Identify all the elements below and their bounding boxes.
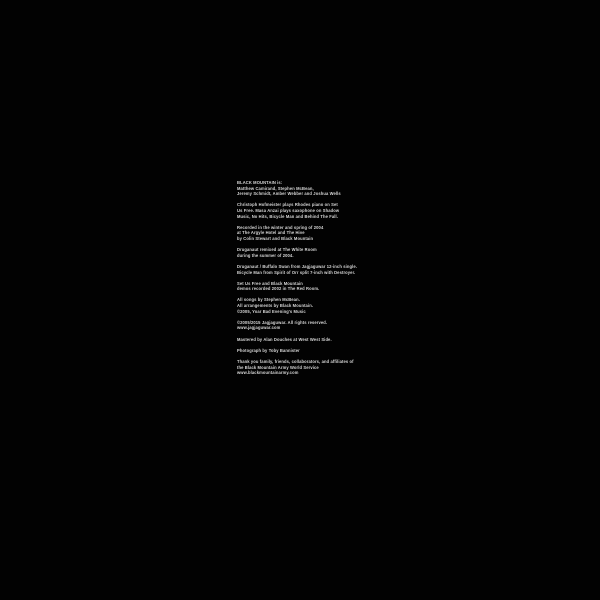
credits-block-photography-credit — [237, 348, 397, 354]
credits-line: ©2005/2015 Jagjaguwar. All rights reserved. — [237, 319, 328, 325]
credits-line: Music, No Hits, Bicycle Man and Behind The Fall. — [237, 213, 339, 219]
credits-block-songwriting-copyright — [237, 297, 397, 314]
credits-block-single-info — [237, 264, 397, 275]
credits-line: Bicycle Man from Spirit of Orr split 7-inch with Destroyer. — [237, 269, 356, 275]
credits-line: Christoph Hofmeister plays Rhodes piano on Set — [237, 202, 338, 208]
label-website-link[interactable]: www.jagjaguwar.com — [237, 325, 281, 331]
credits-line: Druganaut remixed at The White Room — [237, 247, 317, 253]
credits-line: Mastered by Alan Douches at West West Side. — [237, 336, 332, 342]
credits-line: at The Argyle Hotel and The Hive — [237, 230, 305, 236]
credits-line: the Black Mountain Army World Service — [237, 364, 319, 370]
credits-line: All songs by Stephen McBean. — [237, 297, 300, 303]
credits-line: Photograph by Toby Bannister — [237, 347, 300, 353]
credits-line: Set Us Free and Black Mountain — [237, 280, 303, 286]
credits-block-guest-musicians — [237, 202, 397, 219]
credits-block-thanks — [237, 359, 397, 376]
credits-line: Thank you family, friends, collaborators, and affiliates of — [237, 359, 354, 364]
credits-line: Recorded in the winter and spring of 2004 — [237, 224, 324, 230]
credits-line: Jeremy Schmidt, Amber Webber and Joshua Wells — [237, 191, 341, 197]
credits-line: Us Free. Masa Anzai plays saxophone on Shadow — [237, 207, 340, 213]
credits-block-mastering-credit — [237, 337, 397, 343]
credits-block-demo-info — [237, 281, 397, 292]
credits-line: ©2005, Yoar Bad Evening's Music — [237, 308, 306, 314]
credits-block-recording-info — [237, 225, 397, 242]
credits-line: Druganaut / Buffalo Swan from Jagjaguwar 12-inch single. — [237, 263, 357, 269]
credits-block-label-copyright — [237, 320, 397, 331]
credits-line: during the summer of 2004. — [237, 252, 294, 258]
credits-block-remix-info — [237, 247, 397, 258]
credits-block-band-members — [237, 180, 397, 197]
credits-line: Matthew Camirand, Stephen McBean, — [237, 185, 314, 191]
credits-line: demos recorded 2002 in The Red Room. — [237, 286, 320, 292]
credits-line: All arrangements by Black Mountain. — [237, 303, 314, 309]
credits-text-block — [237, 180, 397, 381]
band-website-link[interactable]: www.blackmountainarmy.com — [237, 370, 299, 376]
credits-line: BLACK MOUNTAIN is: — [237, 180, 283, 185]
credits-line: by Colin Stewart and Black Mountain — [237, 235, 314, 241]
